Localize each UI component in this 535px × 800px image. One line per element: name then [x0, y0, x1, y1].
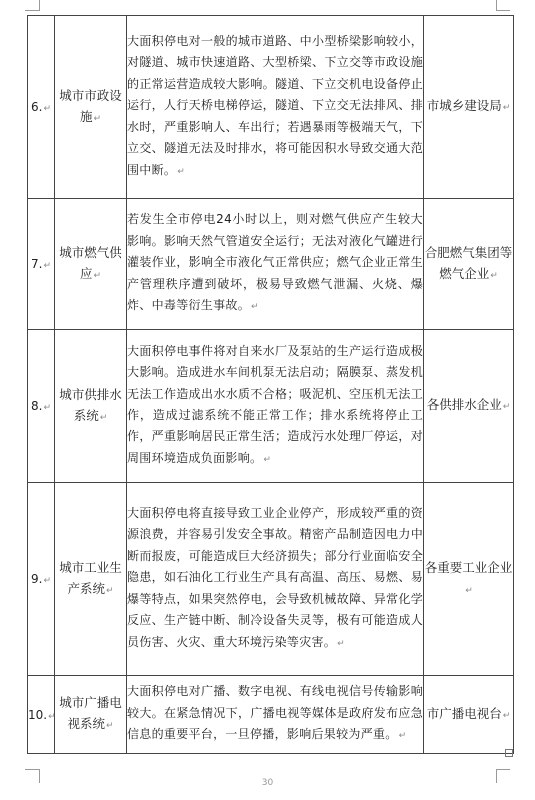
responsible-unit: 市广播电视台↵	[424, 676, 514, 754]
row-number: 8.↵	[28, 330, 55, 483]
impact-description: 大面积停电对一般的城市道路、中小型桥梁影响较小，对隧道、城市快速道路、大型桥梁、下立交等市政设施的正常运营造成较大影响。隧道、下立交机电设备停止运行，人行天桥电梯停运，隧道、下立交无法排风、排水时，严重影响人、车出行；若遇暴雨等极端天气，下立交、隧道无法及时排水，将可能因积水导致交通大范围中断。↵	[127, 16, 424, 199]
impact-description: 大面积停电对广播、数字电视、有线电视信号传输影响较大。在紧急情况下，广播电视等媒体是政府发布应急信息的重要平台，一旦停播，影响后果较为严重。↵	[127, 676, 424, 754]
facility-name: 城市工业生产系统↵	[55, 483, 127, 676]
crop-mark-top-right	[496, 10, 510, 11]
row-number: 7.↵	[28, 199, 55, 330]
crop-mark-bottom-left	[25, 769, 39, 770]
impact-description: 若发生全市停电24小时以上，则对燃气供应产生较大影响。影响天然气管道安全运行；无法对液化气罐进行灌装作业，影响全市液化气正常供应；燃气企业正常生产管理秩序遭到破坏，极易导致燃气泄漏、火烧、爆炸、中毒等衍生事故。↵	[127, 199, 424, 330]
page-number: 30	[261, 778, 274, 788]
responsible-unit: 各重要工业企业↵	[424, 483, 514, 676]
impact-description: 大面积停电将直接导致工业企业停产，形成较严重的资源浪费，并容易引发安全事故。精密产品制造因电力中断而报废，可能造成巨大经济损失；部分行业面临安全隐患，如石油化工行业生产具有高温、高压、易燃、易爆等特点，如果突然停电，会导致机械故障、异常化学反应、生产链中断、制冷设备失灵等，极有可能造成人员伤害、火灾、重大环境污染等灾害。↵	[127, 483, 424, 676]
table-row	[28, 330, 514, 483]
row-number: 9.↵	[28, 483, 55, 676]
facility-name: 城市市政设施↵	[55, 16, 127, 199]
facility-name: 城市燃气供应↵	[55, 199, 127, 330]
facility-name: 城市供排水系统↵	[55, 330, 127, 483]
crop-mark-top-left	[39, 0, 40, 11]
row-number: 10.↵	[28, 676, 55, 754]
table-row	[28, 199, 514, 330]
table-row	[28, 676, 514, 754]
crop-mark-top-right	[496, 0, 497, 11]
crop-mark-bottom-right	[496, 769, 510, 770]
crop-mark-top-left	[25, 10, 39, 11]
row-number: 6.↵	[28, 16, 55, 199]
facility-name: 城市广播电视系统↵	[55, 676, 127, 754]
responsible-unit: 市城乡建设局↵	[424, 16, 514, 199]
table-end-marker	[505, 749, 513, 757]
table-row	[28, 16, 514, 199]
table-row	[28, 483, 514, 676]
impact-table	[27, 15, 514, 754]
impact-description: 大面积停电事件将对自来水厂及泵站的生产运行造成极大影响。造成进水车间机泵无法启动；隔膜泵、蒸发机无法工作造成出水水质不合格；吸泥机、空压机无法工作，造成过滤系统不能正常工作；排水系统将停止工作，严重影响居民正常生活；造成污水处理厂停运，对周围环境造成负面影响。↵	[127, 330, 424, 483]
responsible-unit: 合肥燃气集团等燃气企业↵	[424, 199, 514, 330]
responsible-unit: 各供排水企业↵	[424, 330, 514, 483]
